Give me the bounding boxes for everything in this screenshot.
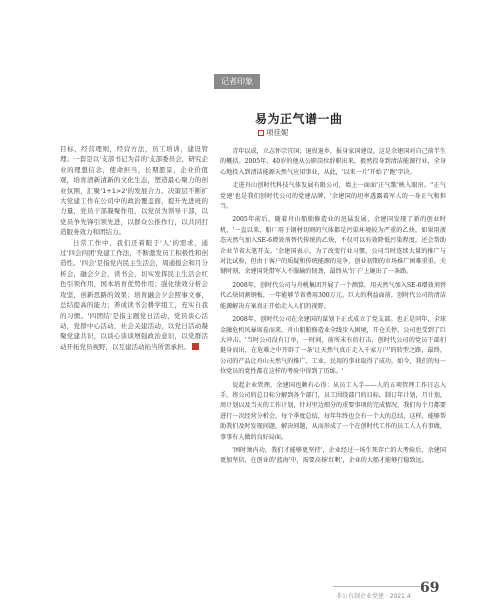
left-paragraph: 目标，经营理则，经营方法，员工培训，建设管理；一套是以'支部书记为首的'支部委员会，研究企业的理想信念，使命担当，长期愿景，企业价值观，培育清新清新的文化生态，塑造最心聚力的创业氛围，汇聚'1+1>2'的发展合力。决策层不断扩大党建工作在公司中的政治覆盖面，提升先进班的力量，党员干部凝聚作用，以党员为领导干部，以党员争先锋引领先进，以群众公推作行，以共同打造服务效力和团结力。	[60, 145, 208, 237]
left-paragraph: 日常工作中，我们还着眼于'人'的需求，通过'四会四团'党建工作法，不断激发员工积极性和创造性。'四会'是指党内民主生活会，周通报会和月分析会，融会夕会，读书会，切实发挥民主生活会红色引领作用，国本培育优势作用；强化绩效分析会攻坚，创新思路的效果；培育融会夕会照事文事，总结提高的能力；养成读书会耕学组工，充实自我的习惯。'四团结'是指主题党日活动，党员谈心活动，党群中心活动，社会关建活动，以党日活动凝聚党建共识，以谈心谈谈增强政治意识，以党群活动开拓党员视野，以互建活动拓当所需承担。	[60, 238, 208, 351]
right-paragraph: 说起企业管理，余建国也颇有心得：从员工入手——人的五项管理工作日志入手，将公司的总目标分解到各个部门，员工围绕部门的目标，制订年计划，月计划，周计划以及当天的工作计划，针对里边细分的重要事项的完成情况，我们每个月都要进行一次经营分析会，每个季度总结，每年年终也会有一个大的总结，这样，能够帮助我们及时发现问题，解决问题，从而形成了一个在创时代工作的员工人人有事做，事事有人做的良好局面。	[220, 381, 446, 441]
page-number: 69	[420, 580, 440, 596]
right-column	[220, 147, 446, 470]
end-mark-icon	[192, 343, 199, 350]
right-paragraph: 2008年，创时代公司与舟桃集团开展了一个测算，用天然气加入SE-6增效剂替代乙炔切割钢板，一年能够节省费用300万元。巨大的利益面前，创时代公司的清洁能源解决方案真正开始走入人们的视野。	[220, 281, 446, 310]
author-name: 项佳妮	[266, 128, 289, 137]
left-column	[60, 144, 208, 352]
footer-rule	[333, 586, 420, 587]
article-author	[258, 127, 289, 138]
article-title: 易为正气谱一曲	[255, 112, 343, 126]
right-paragraph: '困时须内功，我们才能够更坚持'，企业经过一场生死存亡的大考验后，余建国更加坚信，在创业的'蓝海'中，需要高扬'红帆'，企业的大船才能够行稳致远。	[220, 446, 446, 465]
right-paragraph: 青年以成，立志怀宗宜国；退役退乡，报身家国建设。这是余建国对自己前半生的概括。2005年，40岁的他从公职岗位辞职出来，毅然投身到清洁能源行业，全身心地投入到清洁能源天然气应用事业，从此，'以来一片'开始了'跑'字诀。	[220, 148, 446, 176]
author-marker-icon	[258, 130, 264, 136]
section-tag: 记者印象	[214, 74, 260, 89]
right-paragraph: 2008年，创时代公司在余建国的谋划下正式成立了党支部。也正是同年，全球金融危机风暴席卷而来，舟山船舶修造业全线步入困境，开仓关停，公司也受到了巨大冲击。'当时公司没有订单，一时间，前所未有的打击，创时代公司的党员干部们挺身而出，在危难之中开辟了一条'让天然气真正走入千家万户'的转型之路，最终，公司的产品让舟山天然气的推广、工业，民用的事业取得了成功，如今，我们的每一位党员的党性都在这样的考验中得到了历练。'	[220, 316, 446, 376]
right-paragraph: 2005年前后，随着舟山船舶修造业的迅猛发展，余建国发现了新的创业时机，'一直以来，船厂用于钢材切割的气体都是污染环境较为严重的乙炔，如果用液态天然气加入SE-6增效剂替代传统的乙炔，不仅可以有效降低污染程度，还会帮助企业节省大笔开支。'余建国表示，为了改变行业习惯，公司当时连续大量的推广与对比试验，但由于客户的质疑和传统能源的竞争，创业初期的市场推广困难重重。关键时刻，余建国凭借军人不服输的韧劲，最终从'钉子'上砸出了一条路。	[220, 216, 446, 276]
right-paragraph: 走进舟山创时代科技气体发展有限公司，墙上一面面'正气歌'映入眼帘。''正气党建'也是我们创时代公司的党建品牌，'余建国的坦率透露着军人的一身正气和担当。	[220, 182, 446, 211]
footer-journal: 非公有制企业党建 · 2021.4	[336, 593, 411, 600]
